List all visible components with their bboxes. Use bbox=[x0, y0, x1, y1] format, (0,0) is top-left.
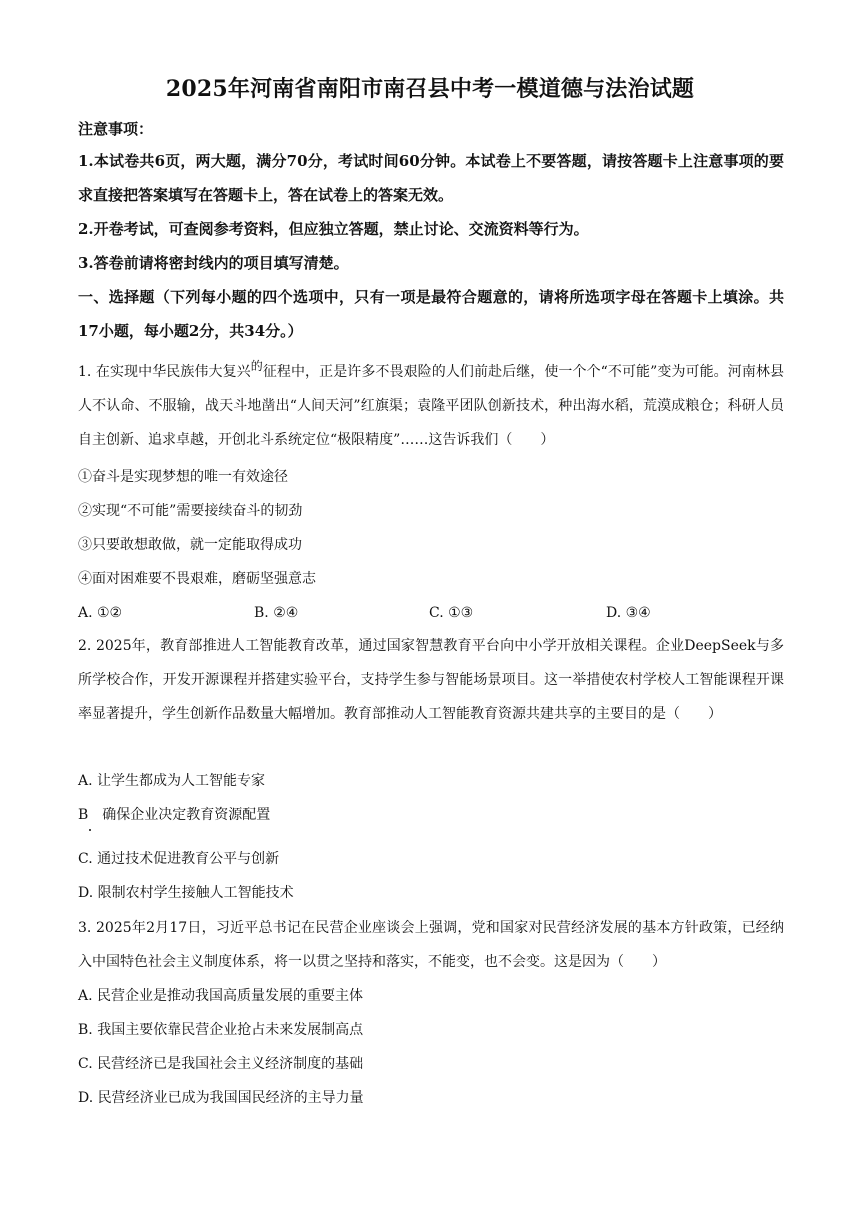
question-2-option-d: D. 限制农村学生接触人工智能技术 bbox=[78, 885, 294, 901]
question-1-option-a: A. ①② bbox=[78, 605, 123, 621]
question-3-option-d: D. 民营经济业已成为我国国民经济的主导力量 bbox=[78, 1090, 364, 1106]
question-1-stem bbox=[78, 355, 784, 457]
question-2-option-c: C. 通过技术促进教育公平与创新 bbox=[78, 851, 280, 867]
question-1-statement-2: ②实现“不可能”需要接续奋斗的韧劲 bbox=[78, 503, 303, 519]
option-b-dot-mark bbox=[89, 829, 91, 831]
notice-item-3: 3.答卷前请将密封线内的项目填写清楚。 bbox=[78, 254, 349, 272]
question-3-stem: 3. 2025年2月17日，习近平总书记在民营企业座谈会上强调，党和国家对民营经济发展的基本方针政策，已经纳入中国特色社会主义制度体系，将一以贯之坚持和落实，不能变，也不会变。这是因为（ ） bbox=[78, 920, 784, 970]
notice-item-2: 2.开卷考试，可查阅参考资料，但应独立答题，禁止讨论、交流资料等行为。 bbox=[78, 220, 589, 238]
question-1-option-c: C. ①③ bbox=[429, 605, 474, 621]
question-1-option-d: D. ③④ bbox=[606, 605, 651, 621]
question-1-stem-sup: 的 bbox=[250, 359, 263, 373]
question-1-statement-3: ③只要敢想敢做，就一定能取得成功 bbox=[78, 537, 302, 553]
question-2-option-b: B 确保企业决定教育资源配置 bbox=[78, 807, 271, 823]
question-1-statement-1: ①奋斗是实现梦想的唯一有效途径 bbox=[78, 469, 288, 485]
page-title: 2025年河南省南阳市南召县中考一模道德与法治试题 bbox=[165, 76, 695, 102]
question-3-option-b: B. 我国主要依靠民营企业抢占未来发展制高点 bbox=[78, 1022, 364, 1038]
question-2-option-a: A. 让学生都成为人工智能专家 bbox=[78, 773, 266, 789]
section-heading: 一、选择题（下列每小题的四个选项中，只有一项是最符合题意的，请将所选项字母在答题卡上填涂。共17小题，每小题2分，共34分。） bbox=[78, 288, 784, 340]
notice-heading: 注意事项： bbox=[78, 120, 154, 138]
question-3-option-a: A. 民营企业是推动我国高质量发展的重要主体 bbox=[78, 988, 364, 1004]
question-1-statement-4: ④面对困难要不畏艰难，磨砺坚强意志 bbox=[78, 571, 316, 587]
notice-item-1: 1.本试卷共6页，两大题，满分70分，考试时间60分钟。本试卷上不要答题，请按答题卡上注意事项的要求直接把答案填写在答题卡上，答在试卷上的答案无效。 bbox=[78, 152, 784, 204]
question-1-stem-part-b: 征程中，正是许多不畏艰险的人们前赴后继，使一个个“不可能”变为可能。河南林县人不认命、不服输，战天斗地凿出“人间天河”红旗渠；袁隆平团队创新技术，种出海水稻，荒漠成粮仓；科研人员自主创新、追求卓越，开创北斗系统定位“极限精度”……这告诉我们（ ） bbox=[78, 364, 784, 448]
question-3-option-c: C. 民营经济已是我国社会主义经济制度的基础 bbox=[78, 1056, 364, 1072]
question-2-stem: 2. 2025年，教育部推进人工智能教育改革，通过国家智慧教育平台向中小学开放相关课程。企业DeepSeek与多所学校合作，开发开源课程并搭建实验平台，支持学生参与智能场景项目。这一举措使农村学校人工智能课程开课率显著提升，学生创新作品数量大幅增加。教育部推动人工智能教育资源共建共享的主要目的是（ ） bbox=[78, 638, 784, 722]
question-1-stem-part-a: 1. 在实现中华民族伟大复兴 bbox=[78, 364, 251, 380]
question-1-option-b: B. ②④ bbox=[254, 605, 299, 621]
